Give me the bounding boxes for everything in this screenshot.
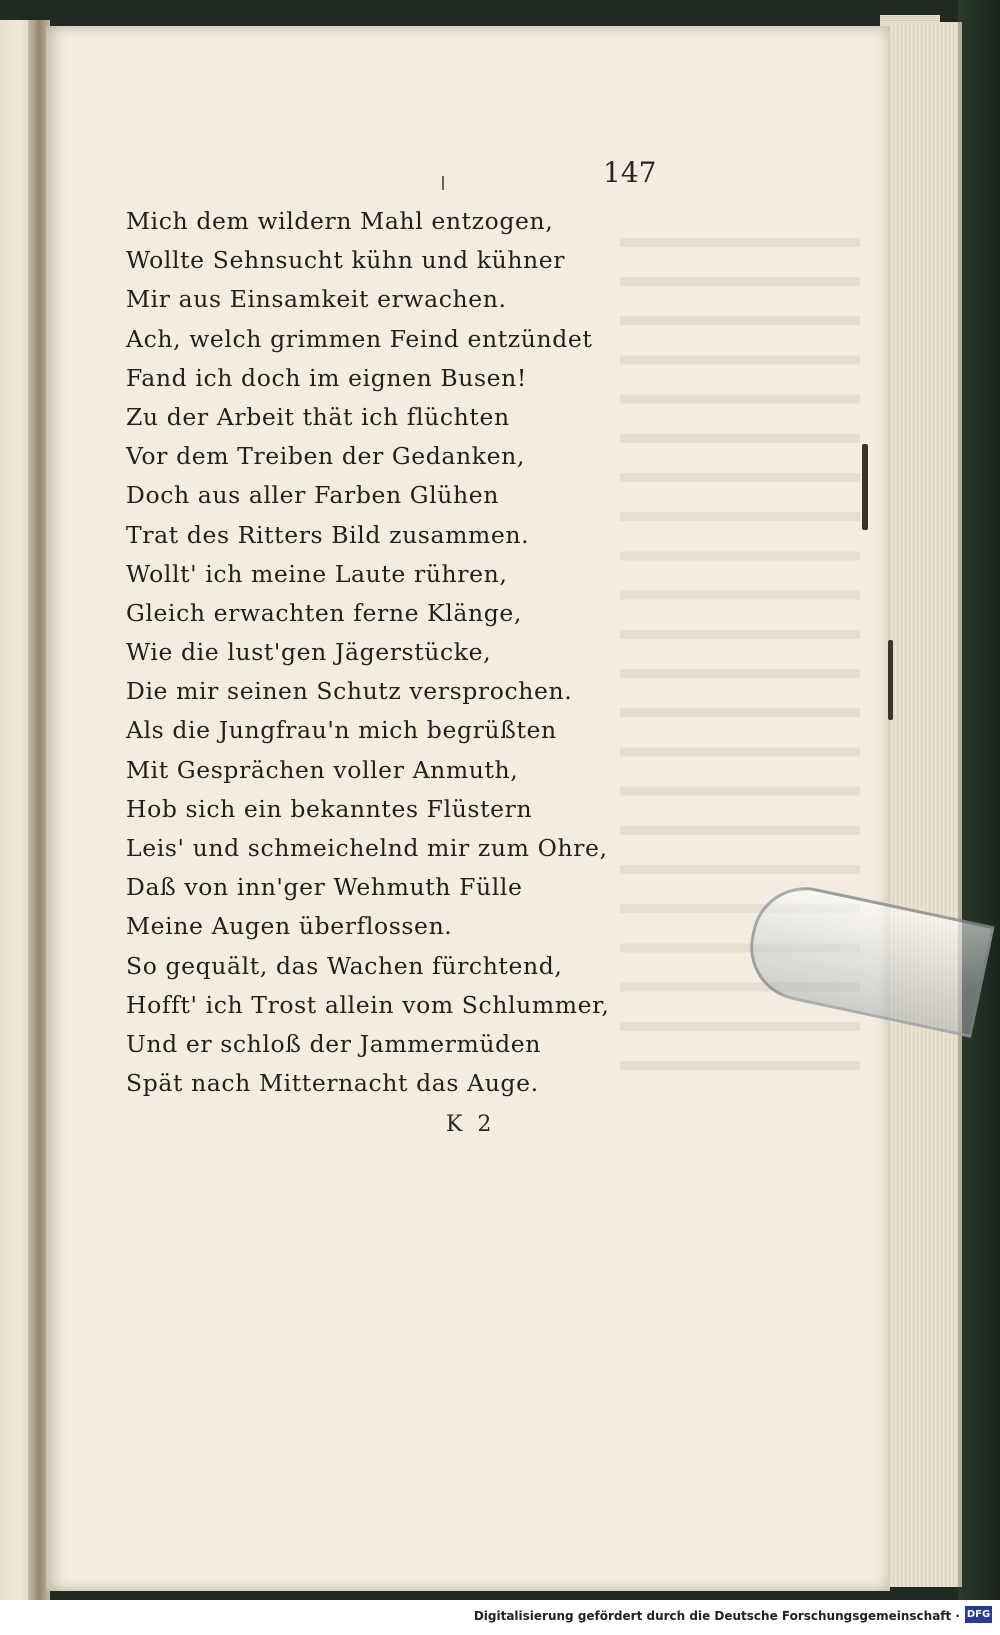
poem-line: Und er schloß der Jammermüden	[126, 1029, 541, 1058]
poem-line: Vor dem Treiben der Gedanken,	[126, 442, 525, 471]
poem-line: Die mir seinen Schutz versprochen.	[126, 677, 573, 706]
print-mark	[442, 176, 444, 190]
scanner-background	[958, 0, 1000, 1600]
poem-line: Fand ich doch im eignen Busen!	[126, 363, 527, 392]
page-number: 147	[603, 156, 657, 189]
page-edge-mark	[862, 444, 868, 530]
poem-line: Hob sich ein bekanntes Flüstern	[126, 794, 533, 823]
poem-line: Meine Augen überflossen.	[126, 912, 453, 941]
funding-credit: Digitalisierung gefördert durch die Deutsche Forschungsgemeinschaft ·	[473, 1609, 960, 1623]
dfg-logo: DFG	[965, 1606, 992, 1623]
poem-line: Wie die lust'gen Jägerstücke,	[126, 638, 492, 667]
poem-line: Daß von inn'ger Wehmuth Fülle	[126, 873, 523, 902]
footer-bar	[0, 1600, 1000, 1635]
poem-line: Doch aus aller Farben Glühen	[126, 481, 499, 510]
poem-line: Mir aus Einsamkeit erwachen.	[126, 285, 507, 314]
page-stack-edge	[880, 22, 962, 1587]
poem-line: Wollt' ich meine Laute rühren,	[126, 559, 508, 588]
signature-mark: K 2	[446, 1112, 496, 1137]
page-edge-mark	[888, 640, 893, 720]
poem-line: Trat des Ritters Bild zusammen.	[126, 520, 530, 549]
poem-line: Spät nach Mitternacht das Auge.	[126, 1069, 539, 1098]
poem-line: Hofft' ich Trost allein vom Schlummer,	[126, 990, 610, 1019]
poem-line: Ach, welch grimmen Feind entzündet	[126, 324, 593, 353]
poem-line: Leis' und schmeichelnd mir zum Ohre,	[126, 834, 608, 862]
poem-line: So gequält, das Wachen fürchtend,	[126, 951, 563, 980]
poem-line: Mich dem wildern Mahl entzogen,	[126, 207, 554, 235]
poem-line: Wollte Sehnsucht kühn und kühner	[126, 246, 566, 275]
poem-line: Als die Jungfrau'n mich begrüßten	[126, 716, 557, 745]
poem-text	[126, 202, 726, 1103]
poem-line: Gleich erwachten ferne Klänge,	[126, 598, 522, 627]
poem-line: Zu der Arbeit thät ich flüchten	[126, 402, 510, 431]
poem-line: Mit Gesprächen voller Anmuth,	[126, 755, 519, 784]
